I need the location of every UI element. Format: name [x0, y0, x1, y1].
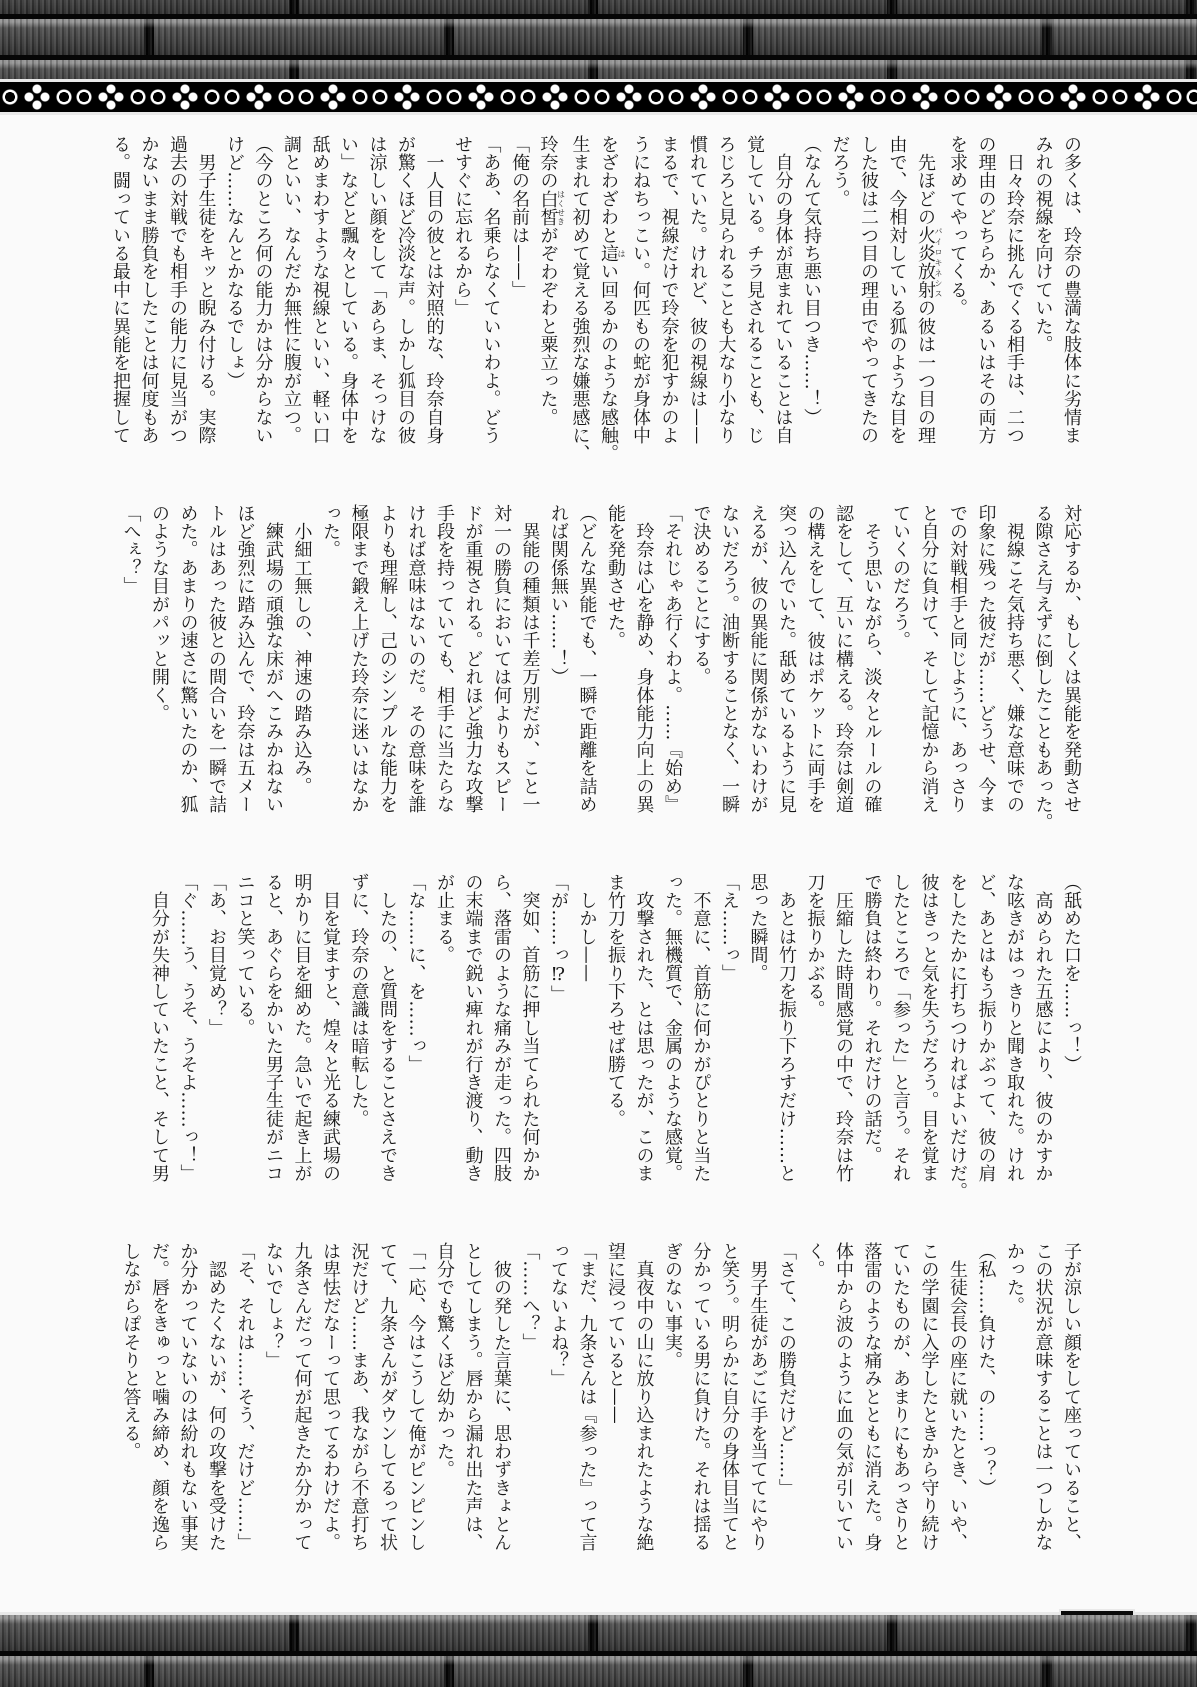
text-column: な呟きがはっきりと聞き取れた。けれ	[1004, 873, 1025, 1183]
text-band-3	[108, 873, 1085, 1225]
text-column: 「……へ？」	[519, 1242, 541, 1352]
text-band-2	[108, 504, 1085, 856]
text-column: 目を覚ますと、煌々と光る練武場の	[320, 873, 341, 1183]
text-column: 体中から波のように血の気が引いてい	[833, 1242, 854, 1552]
text-column: で決めることにする。	[690, 504, 712, 686]
text-column: 「あ、お目覚め？」	[206, 873, 227, 1037]
text-column: だろう。	[829, 135, 851, 208]
text-column: 能を発動させた。	[605, 504, 626, 650]
text-column: ないだろう。油断することなく、一瞬	[719, 504, 740, 814]
text-column: みれの視線を向けていた。	[1032, 135, 1054, 354]
text-column: よりも理解し、己のシンプルな能力を	[377, 504, 398, 814]
text-column: 「へぇ？」	[120, 504, 142, 595]
text-column: 対一の勝負においては何よりもスピー	[491, 504, 512, 814]
brick-row	[0, 1656, 1197, 1687]
text-column: 落雷のような痛みとともに消えた。身	[861, 1242, 883, 1552]
text-column: せすぐに忘れるから」	[452, 135, 473, 317]
text-column: を求めてやってくる。	[947, 135, 968, 317]
text-column: 極限まで鍛え上げた玲奈に迷いはなか	[348, 504, 370, 814]
text-column: 印象に残った彼だが……どうせ、今ま	[975, 504, 997, 814]
text-column: 「一応、今はこうして俺がピンピンし	[405, 1242, 427, 1552]
text-column: 舐めまわすような視線といい、軽い口	[309, 135, 331, 445]
text-column: 過去の対戦でも相手の能力に見当がつ	[167, 135, 188, 445]
text-column: ど、あとはもう振りかぶって、彼の肩	[975, 873, 997, 1183]
brick-row	[0, 1615, 1197, 1651]
text-column: 「そ、それは……そう、だけど……」	[234, 1242, 256, 1552]
text-column: 圧縮した時間感覚の中で、玲奈は竹	[833, 873, 854, 1183]
text-column: かないまま勝負をしたことは何度もあ	[138, 135, 160, 445]
text-column: い」などと飄々としている。身体中を	[338, 135, 359, 445]
text-column: だ。唇をきゅっと噛み締め、顔を逸ら	[149, 1242, 170, 1552]
text-column: ずに、玲奈の意識は暗転した。	[348, 873, 370, 1128]
text-column: 一人目の彼とは対照的な、玲奈自身	[423, 135, 445, 445]
text-column: く。	[804, 1242, 826, 1279]
text-column: は卑怯だなーって思ってるわけだよ。	[320, 1242, 341, 1552]
text-column: での対戦相手と同じように、あっさり	[947, 504, 968, 814]
text-column: 自分が失神していたこと、そして男	[149, 873, 170, 1183]
text-column: この状況が意味することは一つしかな	[1032, 1242, 1054, 1552]
text-column: 彼の発した言葉に、思わずきょとん	[491, 1242, 512, 1552]
text-column: 小細工無しの、神速の踏み込み。	[291, 504, 313, 796]
text-column: 況だけど……まあ、我ながら不意打ち	[348, 1242, 370, 1552]
text-column: した彼は二つ目の理由でやってきたの	[858, 135, 879, 445]
text-column: 真夜中の山に放り込まれたような絶	[633, 1242, 655, 1552]
text-column: か分かっていないのは紛れもない事実	[177, 1242, 199, 1552]
text-column: 異能の種類は千差万別だが、こと一	[519, 504, 541, 814]
text-column: うにねちっこい。何匹もの蛇が身体中	[630, 135, 651, 445]
text-column: 「俺の名前は——」	[509, 135, 530, 299]
text-column: のような目がパッと開く。	[149, 504, 170, 723]
text-column: 手段を持っていても、相手に当たらな	[434, 504, 455, 814]
text-column: 高められた五感により、彼のかすか	[1032, 873, 1054, 1183]
text-column: 自分でも驚くほど幼かった。	[434, 1242, 455, 1479]
text-column: ないでしょ？」	[263, 1242, 284, 1370]
text-column: と笑う。明らかに自分の身体目当てと	[719, 1242, 740, 1552]
text-column: 「ぐ……う、うそ、うそよ……っ！」	[177, 873, 199, 1183]
text-column: 調といい、なんだか無性に腹が立つ。	[281, 135, 302, 445]
text-column: 覚している。チラ見されることも、じ	[744, 135, 765, 445]
text-column: をしたたかに打ちつければよいだけだ。	[947, 873, 968, 1201]
text-column: 「まだ、九条さんは『参った』って言	[576, 1242, 598, 1552]
text-column: （どんな異能でも、一瞬で距離を詰め	[576, 504, 598, 814]
text-column: をざわざわと這はい回るかのような感触。	[598, 135, 626, 463]
text-column: 玲奈は心を静め、身体能力向上の異	[633, 504, 655, 814]
text-column: る。闘っている最中に異能を把握して	[110, 135, 131, 445]
brick-row	[0, 19, 1197, 55]
text-column: ぎのない事実。	[662, 1242, 683, 1370]
text-column: 認めたくないが、何の攻撃を受けた	[206, 1242, 227, 1552]
text-column: った。無機質で、金属のような感覚。	[662, 873, 683, 1183]
text-column: 生徒会長の座に就いたとき、いや、	[947, 1242, 968, 1552]
text-column: で勝負は終わり。それだけの話だ。	[861, 873, 883, 1165]
text-column: しかし——	[576, 873, 598, 983]
text-column: ほど強烈に踏み込んで、玲奈は五メー	[234, 504, 256, 814]
text-column: ってないよね？」	[548, 1242, 569, 1388]
text-column: 日々玲奈に挑んでくる相手は、二つ	[1004, 135, 1025, 445]
text-column: 分かっている男に負けた。それは揺る	[690, 1242, 712, 1552]
text-column: ければ意味はないのだ。その意味を誰	[405, 504, 427, 814]
text-column: ていくのだろう。	[890, 504, 911, 650]
text-column: 望に浸っていると——	[605, 1242, 626, 1424]
text-column: （舐めた口を……っ！）	[1061, 873, 1082, 1074]
text-column: の多くは、玲奈の豊満な肢体に劣情ま	[1061, 135, 1082, 445]
text-column: れば関係無い……！）	[548, 504, 569, 686]
text-column: 男子生徒があごに手を当ててにやり	[747, 1242, 769, 1552]
text-column: 「が……っ⁉」	[548, 873, 569, 1004]
text-band-4	[108, 1242, 1085, 1594]
text-column: ニコと笑っている。	[234, 873, 256, 1037]
text-column: としてしまう。唇から漏れ出た声は、	[462, 1242, 484, 1552]
text-column: ろじろと見られることも大なり小なり	[715, 135, 737, 445]
text-column: 視線こそ気持ち悪く、嫌な意味での	[1004, 504, 1025, 814]
text-column: ていたものが、あまりにもあっさりと	[890, 1242, 911, 1552]
text-column: てて、九条さんがダウンしてるって状	[377, 1242, 398, 1552]
text-column: 明かりに目を細めた。急いで起き上が	[291, 873, 313, 1183]
text-column: したの、と質問をすることさえでき	[377, 873, 398, 1183]
text-column: 「え……っ」	[719, 873, 740, 983]
text-column: った。	[320, 504, 341, 559]
text-column: しながらぽそりと答える。	[120, 1242, 142, 1461]
text-column: 突っ込んでいた。舐めているように見	[776, 504, 797, 814]
text-column: る隙さえ与えずに倒したこともあった。	[1032, 504, 1054, 832]
text-column: の末端まで鋭い痺れが行き渡り、動き	[462, 873, 484, 1183]
text-column: トルはあった彼との間合いを一瞬で詰	[206, 504, 227, 814]
text-column: 生まれて初めて覚える強烈な嫌悪感に、	[569, 135, 591, 463]
text-column: 九条さんだって何が起きたか分かって	[291, 1242, 313, 1552]
text-column: 男子生徒をキッと睨み付ける。実際	[195, 135, 217, 445]
text-column: と自分に負けて、そして記憶から消え	[918, 504, 940, 814]
text-band-1	[108, 135, 1085, 487]
text-column: ら、落雷のような痛みが走った。四肢	[491, 873, 512, 1183]
text-column: （なんて気持ち悪い目つき……！）	[801, 135, 822, 427]
text-column: 「な……に、を……っ」	[405, 873, 427, 1074]
text-column: の理由のどちらか、あるいはその両方	[975, 135, 997, 445]
text-column: えるが、彼の異能に関係がないわけが	[747, 504, 769, 814]
brick-row	[0, 0, 1197, 14]
text-column: 対応するか、もしくは異能を発動させ	[1061, 504, 1082, 814]
text-column: の構えをして、彼はポケットに両手を	[804, 504, 826, 814]
text-column: 突如、首筋に押し当てられた何かか	[519, 873, 541, 1183]
text-column: 彼はきっと気を失うだろう。目を覚ま	[918, 873, 940, 1183]
text-column: 「それじゃあ行くわよ。……『始め』	[662, 504, 683, 814]
text-column: 練武場の頑強な床がへこみかねない	[263, 504, 284, 814]
text-column: 不意に、首筋に何かがぴとりと当た	[690, 873, 712, 1183]
text-column: ると、あぐらをかいた男子生徒がニコ	[263, 873, 284, 1183]
text-column: （私……負けた、の……っ？）	[975, 1242, 997, 1497]
text-column: 子が涼しい顔をして座っていること、	[1061, 1242, 1082, 1552]
page-content	[0, 115, 1197, 1612]
text-column: は涼しい顔をして「あらま、そっけな	[366, 135, 388, 445]
text-column: 「ああ、名乗らなくていいわよ。どう	[480, 135, 502, 445]
text-column: 攻撃された、とは思ったが、このま	[633, 873, 655, 1183]
text-column: ドが重視される。どれほど強力な攻撃	[462, 504, 484, 814]
text-column: （今のところ何の能力かは分からない	[252, 135, 274, 445]
text-column: したところで「参った」と言う。それ	[890, 873, 911, 1183]
top-brick-border	[0, 0, 1197, 79]
text-column: 先ほどの火炎放射パイロキネシスの彼は一つ目の理	[915, 135, 943, 445]
text-column: けど……なんとかなるでしょ）	[224, 135, 245, 390]
text-column: 玲奈の白皙はくせきがぞわぞわと粟立った。	[537, 135, 566, 427]
text-column: かった。	[1004, 1242, 1025, 1315]
text-column: この学園に入学したときから守り続け	[918, 1242, 940, 1552]
text-column: 刀を振りかぶる。	[804, 873, 826, 1019]
text-column: そう思いながら、淡々とルールの確	[861, 504, 883, 814]
text-column: あとは竹刀を振り下ろすだけ……と	[776, 873, 797, 1183]
brick-row	[0, 60, 1197, 79]
text-column: 自分の身体が恵まれていることは自	[772, 135, 794, 445]
text-column: めた。あまりの速さに驚いたのか、狐	[177, 504, 199, 814]
text-column: まるで、視線だけで玲奈を犯すかのよ	[658, 135, 680, 445]
bottom-brick-border	[0, 1615, 1197, 1687]
text-column: 思った瞬間。	[747, 873, 769, 983]
text-column: ま竹刀を振り下ろせば勝てる。	[605, 873, 626, 1128]
text-column: 由で、今相対している狐のような目を	[886, 135, 908, 445]
top-floral-ornament-band	[0, 79, 1197, 115]
text-column: 認をして、互いに構える。玲奈は剣道	[833, 504, 854, 814]
text-column: 慣れていた。けれど、彼の視線は——	[687, 135, 708, 445]
text-column: が止まる。	[434, 873, 455, 964]
text-column: 「さて、この勝負だけど……」	[776, 1242, 797, 1497]
text-column: が驚くほど冷淡な声。しかし狐目の彼	[395, 135, 416, 445]
